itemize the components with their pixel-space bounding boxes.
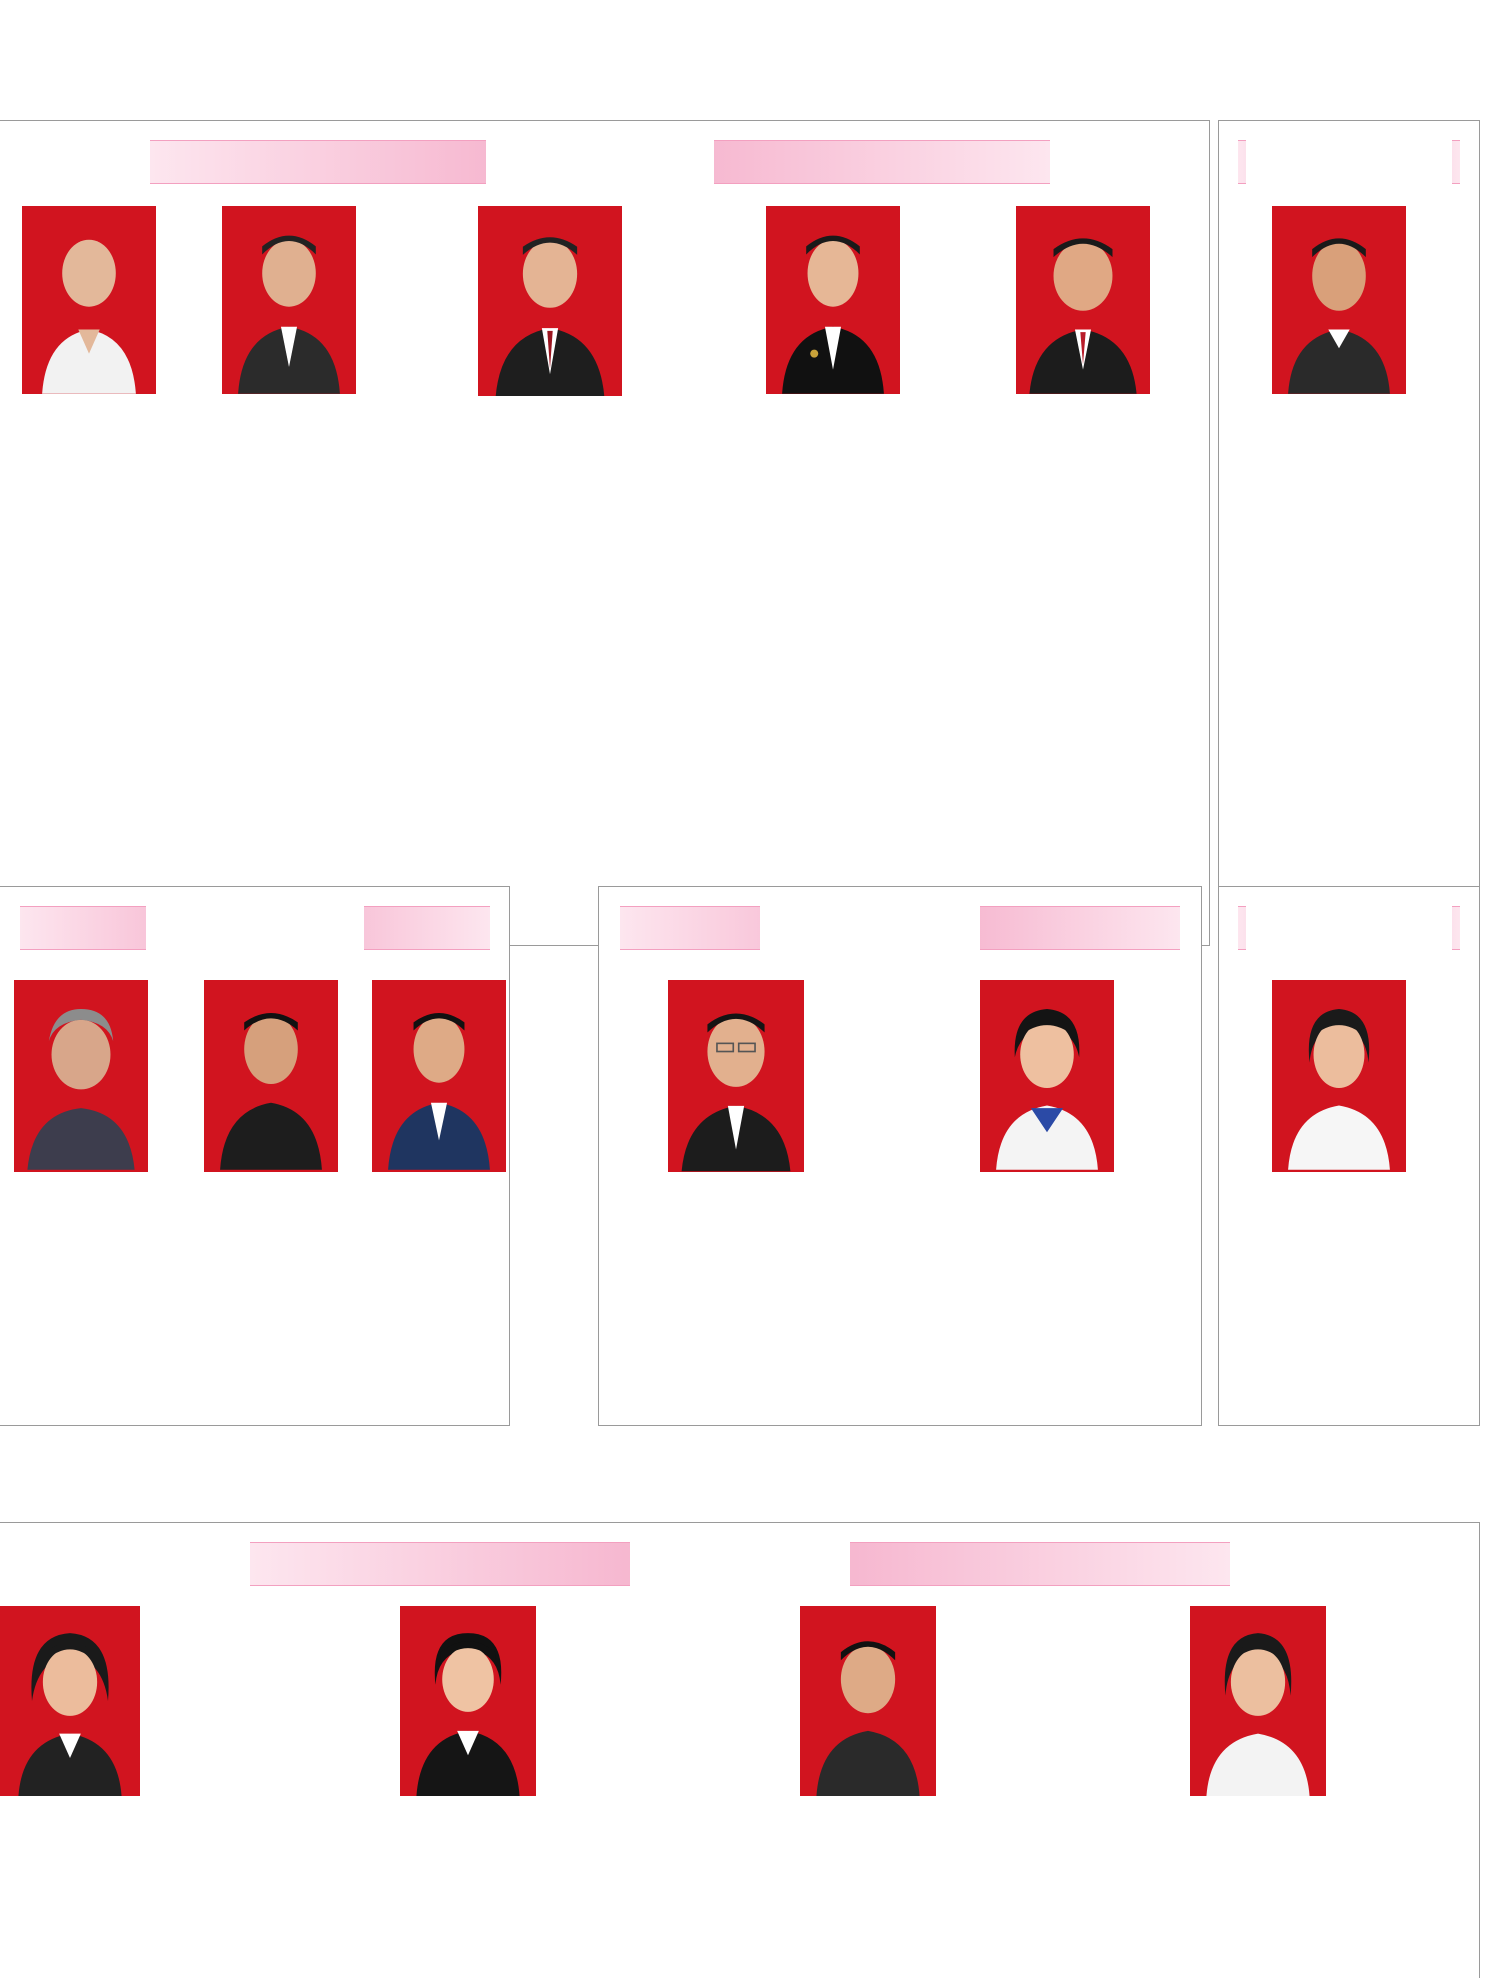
portrait-silhouette — [22, 206, 156, 394]
portrait-photo — [478, 206, 622, 396]
portrait-silhouette — [1272, 206, 1406, 394]
person-bio — [752, 438, 948, 848]
portrait-photo — [372, 980, 506, 1172]
person-bio — [170, 1214, 504, 1418]
portrait-photo — [14, 980, 148, 1172]
section-title-honesty — [1246, 140, 1452, 184]
portrait-photo — [22, 206, 156, 394]
portrait-silhouette — [1016, 206, 1150, 394]
person-bio — [800, 1650, 1168, 1974]
person-bio — [4, 1650, 372, 1974]
portrait-silhouette — [222, 206, 356, 394]
person-bio — [880, 1214, 1196, 1418]
person-bio — [414, 438, 746, 848]
person-bio — [402, 1650, 772, 1974]
portrait-silhouette — [14, 980, 148, 1172]
person-bio — [210, 438, 406, 848]
portrait-photo — [1272, 980, 1406, 1172]
portrait-photo — [222, 206, 356, 394]
person-bio — [606, 1214, 872, 1418]
portrait-photo — [766, 206, 900, 394]
page-title — [0, 0, 1495, 102]
portrait-silhouette — [478, 206, 622, 396]
portrait-photo — [1272, 206, 1406, 394]
portrait-silhouette — [668, 980, 804, 1172]
section-title-selfreliance — [630, 1542, 850, 1586]
portrait-silhouette — [1272, 980, 1406, 1172]
person-bio — [1228, 1214, 1472, 1418]
person-bio — [1228, 438, 1472, 848]
portrait-photo — [668, 980, 804, 1172]
section-title-filial — [1246, 906, 1452, 950]
portrait-photo — [980, 980, 1114, 1172]
person-bio — [1190, 1650, 1474, 1974]
portrait-photo — [1016, 206, 1150, 394]
section-title-bravery — [146, 906, 364, 950]
person-bio — [6, 438, 202, 848]
person-bio — [956, 438, 1202, 848]
section-title-helping — [760, 906, 980, 950]
portrait-silhouette — [766, 206, 900, 394]
portrait-silhouette — [980, 980, 1114, 1172]
person-bio — [4, 1214, 164, 1418]
portrait-silhouette — [204, 980, 338, 1172]
section-title-dedication — [486, 140, 714, 184]
portrait-silhouette — [372, 980, 506, 1172]
portrait-photo — [204, 980, 338, 1172]
